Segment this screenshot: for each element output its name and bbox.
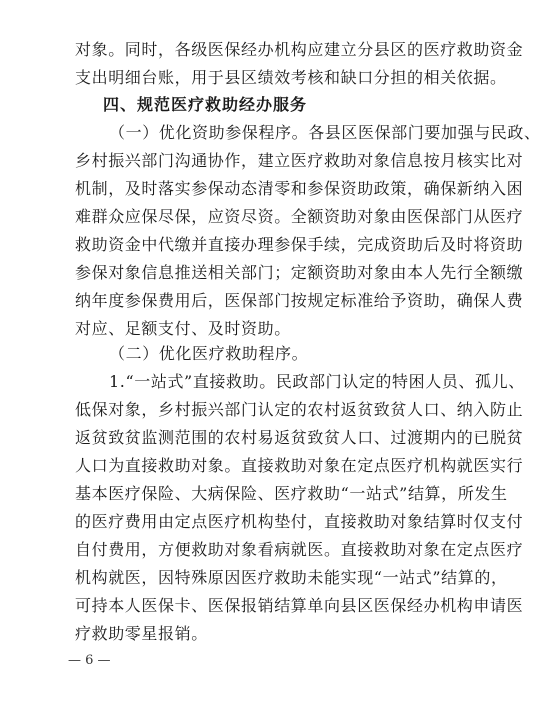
body-text-line: 自付费用，方便救助对象看病就医。直接救助对象在定点医疗 xyxy=(75,540,524,559)
body-text-line: 纳年度参保费用后，医保部门按规定标准给予资助，确保人费 xyxy=(75,291,524,310)
body-text-line: 对应、足额支付、及时资助。 xyxy=(75,319,291,338)
page-number: — 6 — xyxy=(68,653,111,668)
body-text-line: 可持本人医保卡、医保报销结算单向县区医保经办机构申请医 xyxy=(75,596,524,615)
body-text-line: 参保对象信息推送相关部门；定额资助对象由本人先行全额缴 xyxy=(75,263,524,282)
body-text-line: 难群众应保尽保，应资尽资。全额资助对象由医保部门从医疗 xyxy=(75,207,524,226)
body-text-line: 机制，及时落实参保动态清零和参保资助政策，确保新纳入困 xyxy=(75,179,524,198)
body-text-line: 对象。同时，各级医保经办机构应建立分县区的医疗救助资金 xyxy=(75,40,524,59)
body-text-line: 低保对象，乡村振兴部门认定的农村返贫致贫人口、纳入防止 xyxy=(75,400,524,419)
body-text-line: 返贫致贫监测范围的农村易返贫致贫人口、过渡期内的已脱贫 xyxy=(75,428,524,447)
subsection-heading: （二）优化医疗救助程序。 xyxy=(109,344,309,363)
body-text-line: 救助资金中代缴并直接办理参保手续，完成资助后及时将资助 xyxy=(75,235,524,254)
body-text-line: 支出明细台账，用于县区绩效考核和缺口分担的相关依据。 xyxy=(75,68,507,87)
body-text-line: 疗救助零星报销。 xyxy=(75,624,208,643)
body-text-line: 的医疗费用由定点医疗机构垫付，直接救助对象结算时仅支付 xyxy=(75,512,524,531)
body-text-line: 1.“一站式”直接救助。民政部门认定的特困人员、孤儿、 xyxy=(109,372,525,391)
body-text-line: 机构就医，因特殊原因医疗救助未能实现“一站式”结算的， xyxy=(75,568,508,587)
section-heading: 四、规范医疗救助经办服务 xyxy=(103,95,308,114)
subsection-heading-line: （一）优化资助参保程序。各县区医保部门要加强与民政、 xyxy=(109,123,541,142)
body-text-line: 人口为直接救助对象。直接救助对象在定点医疗机构就医实行 xyxy=(75,456,524,475)
body-text-line: 乡村振兴部门沟通协作，建立医疗救助对象信息按月核实比对 xyxy=(75,151,524,170)
body-text-line: 基本医疗保险、大病保险、医疗救助“一站式”结算，所发生 xyxy=(75,484,508,503)
